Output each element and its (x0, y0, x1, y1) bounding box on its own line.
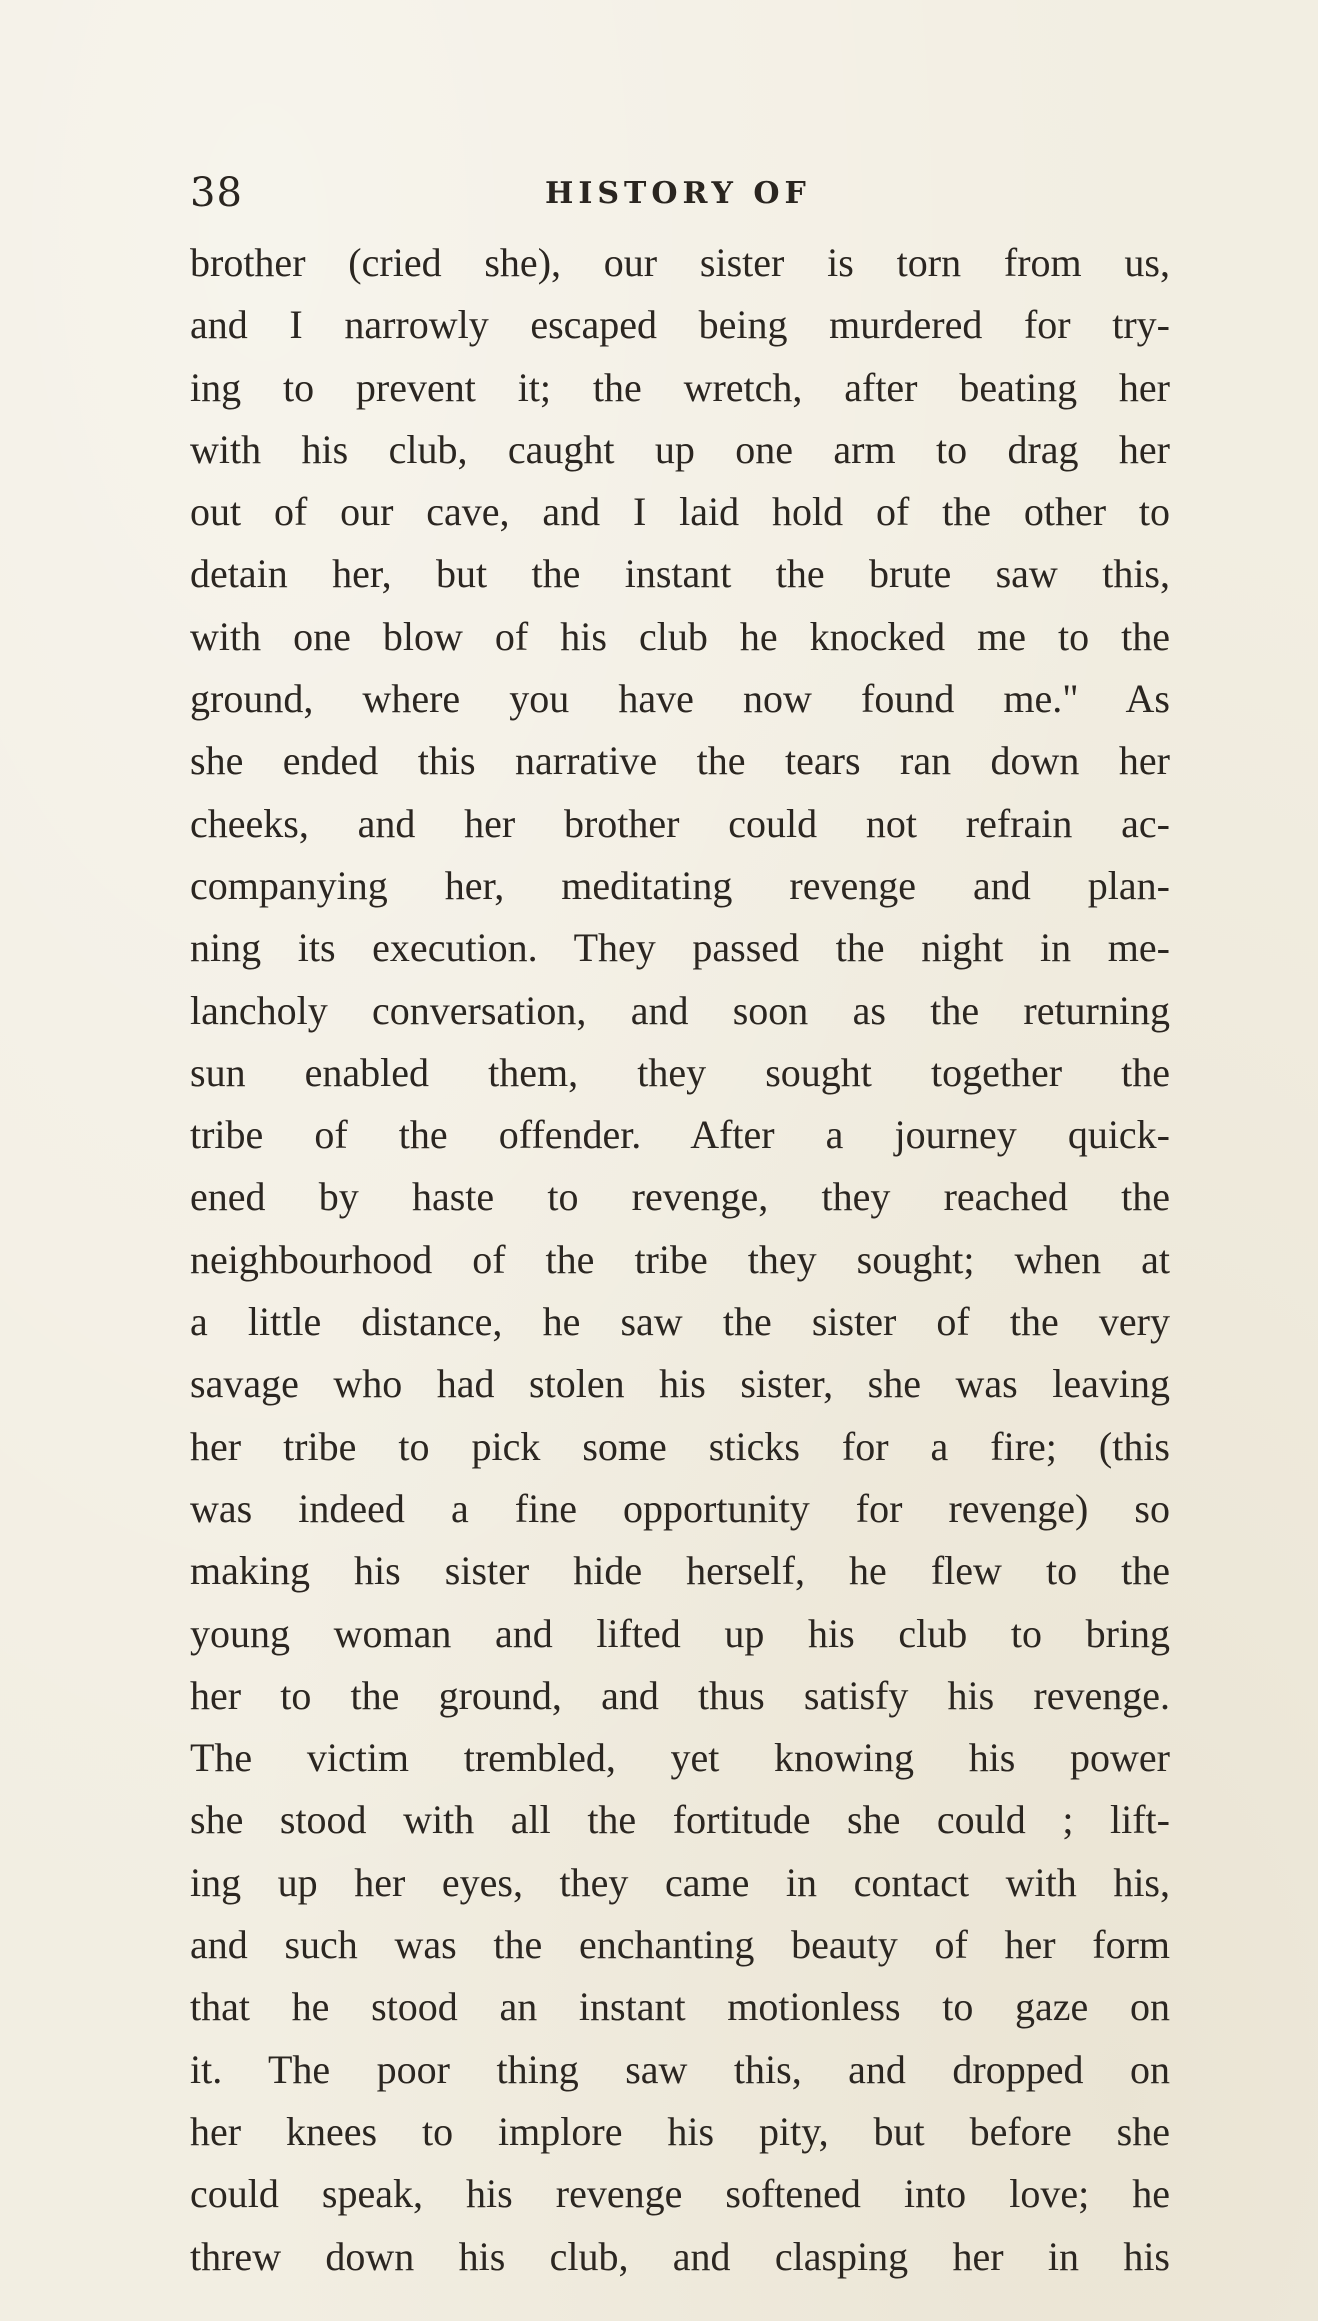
text-line: her knees to implore his pity, but before she (190, 2108, 1170, 2154)
text-line: could speak, his revenge softened into love; he (190, 2171, 1170, 2217)
text-line: she stood with all the fortitude she could ; lift- (190, 1797, 1170, 1843)
text-line: out of our cave, and I laid hold of the other to (190, 489, 1170, 535)
text-line: a little distance, he saw the sister of the very (190, 1299, 1170, 1345)
text-line: was indeed a fine opportunity for revenge) so (190, 1485, 1170, 1531)
text-line: tribe of the offender. After a journey quick- (190, 1112, 1170, 1158)
text-line: with one blow of his club he knocked me to the (190, 613, 1170, 659)
text-line: companying her, meditating revenge and plan- (190, 862, 1170, 908)
page-number: 38 (190, 170, 243, 216)
text-line: neighbourhood of the tribe they sought; when at (190, 1236, 1170, 1282)
text-line: cheeks, and her brother could not refrain ac- (190, 800, 1170, 846)
text-line: her tribe to pick some sticks for a fire; (this (190, 1423, 1170, 1469)
text-line: ened by haste to revenge, they reached the (190, 1174, 1170, 1220)
running-head: HISTORY OF (545, 176, 811, 211)
text-line: young woman and lifted up his club to bring (190, 1610, 1170, 1656)
text-line: ground, where you have now found me." As (190, 676, 1170, 722)
body-text (190, 232, 1170, 2288)
text-line: brother (cried she), our sister is torn from us, (190, 240, 1170, 285)
text-line: it. The poor thing saw this, and dropped on (190, 2046, 1170, 2092)
text-line: ing to prevent it; the wretch, after beating her (190, 364, 1170, 410)
text-line: making his sister hide herself, he flew to the (190, 1548, 1170, 1594)
text-line: ning its execution. They passed the night in me- (190, 925, 1170, 971)
text-line: her to the ground, and thus satisfy his revenge. (190, 1672, 1170, 1718)
text-line: savage who had stolen his sister, she was leaving (190, 1361, 1170, 1407)
text-line: that he stood an instant motionless to gaze on (190, 1984, 1170, 2030)
text-line: she ended this narrative the tears ran down her (190, 738, 1170, 784)
text-line: lancholy conversation, and soon as the returning (190, 987, 1170, 1033)
text-line: and I narrowly escaped being murdered for try- (190, 302, 1170, 348)
text-line: ing up her eyes, they came in contact with his, (190, 1859, 1170, 1905)
text-line: with his club, caught up one arm to drag her (190, 426, 1170, 472)
text-line: detain her, but the instant the brute saw this, (190, 551, 1170, 597)
text-line: sun enabled them, they sought together the (190, 1049, 1170, 1095)
text-line: The victim trembled, yet knowing his power (190, 1735, 1170, 1781)
text-line: threw down his club, and clasping her in his (190, 2233, 1170, 2279)
page-header (190, 170, 1170, 220)
text-line: and such was the enchanting beauty of her form (190, 1922, 1170, 1968)
